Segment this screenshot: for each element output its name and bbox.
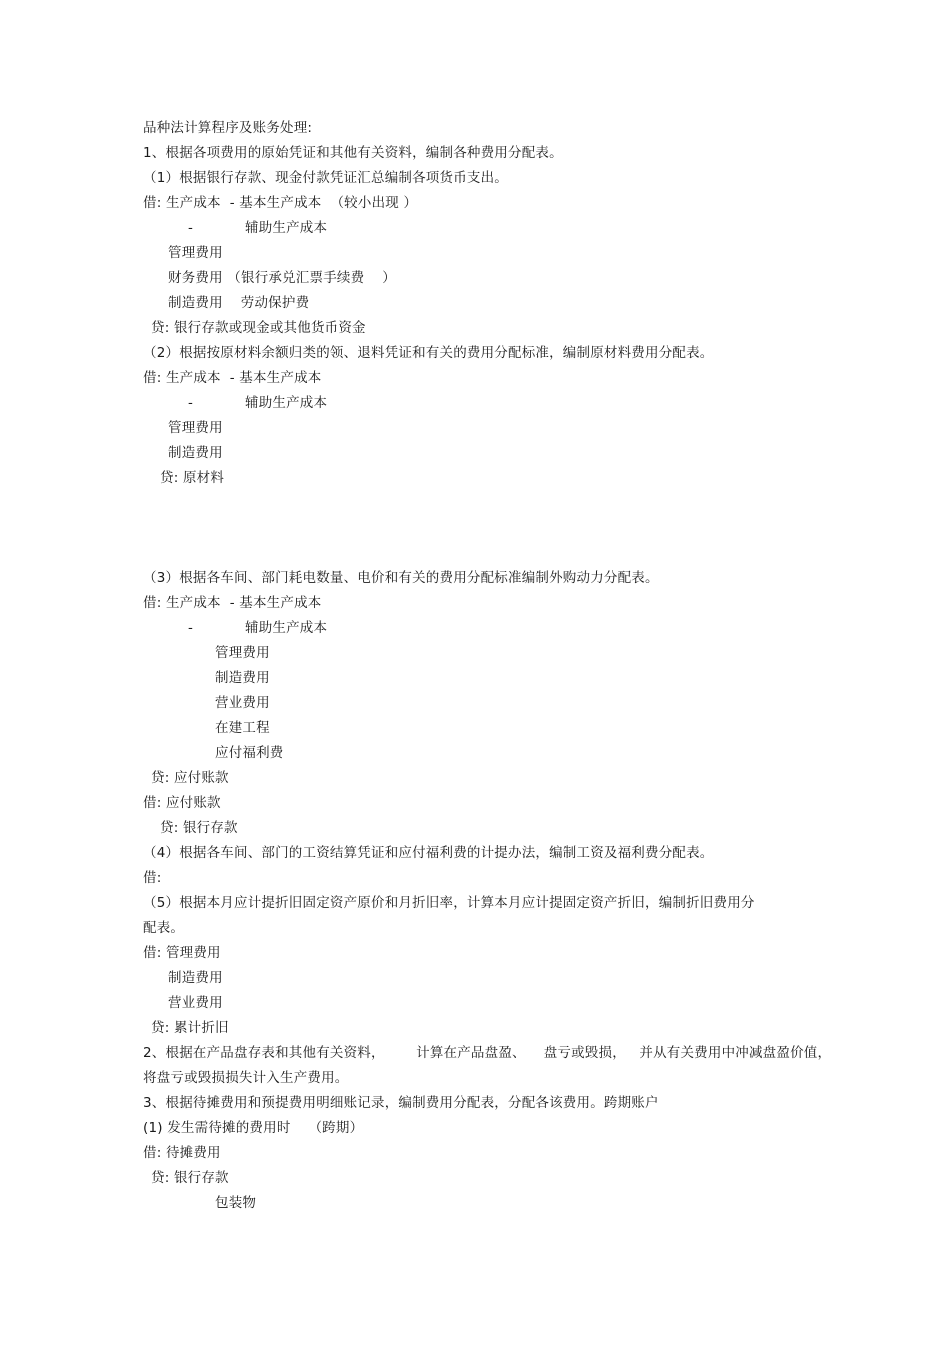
entry-line: 财务费用 （银行承兑汇票手续费 ） [168, 270, 396, 286]
entry-line: 管理费用 [215, 645, 270, 661]
step-1: 1、根据各项费用的原始凭证和其他有关资料，编制各种费用分配表。 [143, 145, 563, 161]
step-1-1: （1）根据银行存款、现金付款凭证汇总编制各项货币支出。 [143, 170, 508, 186]
entry-line: 辅助生产成本 [245, 395, 328, 411]
entry-line: 管理费用 [168, 245, 223, 261]
step-3: 3、根据待摊费用和预提费用明细账记录，编制费用分配表，分配各该费用。跨期账户 [143, 1095, 659, 1111]
entry-line: 在建工程 [215, 720, 270, 736]
entry-line: 营业费用 [168, 995, 223, 1011]
doc-title: 品种法计算程序及账务处理: [143, 120, 313, 136]
step-3-1: (1) 发生需待摊的费用时 （跨期） [143, 1120, 364, 1136]
step-1-3: （3）根据各车间、部门耗电数量、电价和有关的费用分配标准编制外购动力分配表。 [143, 570, 659, 586]
entry-line: 贷: 原材料 [160, 470, 225, 486]
entry-line: 贷: 银行存款 [160, 820, 238, 836]
entry-line: 贷: 累计折旧 [151, 1020, 229, 1036]
step-1-4: （4）根据各车间、部门的工资结算凭证和应付福利费的计提办法，编制工资及福利费分配表。 [143, 845, 714, 861]
entry-line: 辅助生产成本 [245, 220, 328, 236]
entry-line: 借: 生产成本 - 基本生产成本 （较小出现 ） [143, 195, 418, 211]
step-1-2: （2）根据按原材料余额归类的领、退料凭证和有关的费用分配标准，编制原材料费用分配表。 [143, 345, 714, 361]
entry-line: 辅助生产成本 [245, 620, 328, 636]
entry-line: 包装物 [215, 1195, 257, 1211]
entry-line: 贷: 银行存款或现金或其他货币资金 [151, 320, 366, 336]
entry-dash: - [188, 220, 194, 236]
entry-line: 借: [143, 870, 162, 886]
entry-line: 借: 管理费用 [143, 945, 221, 961]
entry-line: 贷: 银行存款 [151, 1170, 229, 1186]
entry-line: 贷: 应付账款 [151, 770, 229, 786]
entry-line: 制造费用 [168, 445, 223, 461]
step-1-5-cont: 配表。 [143, 920, 185, 936]
entry-line: 借: 生产成本 - 基本生产成本 [143, 370, 322, 386]
step-2-cont: 将盘亏或毁损损失计入生产费用。 [143, 1070, 349, 1086]
step-2: 2、根据在产品盘存表和其他有关资料， 计算在产品盘盈、 盘亏或毁损， 并从有关费用中冲减盘盈价值， [143, 1045, 832, 1061]
step-1-5: （5）根据本月应计提折旧固定资产原价和月折旧率，计算本月应计提固定资产折旧，编制折旧费用分 [143, 895, 755, 911]
entry-line: 管理费用 [168, 420, 223, 436]
entry-line: 制造费用 [168, 970, 223, 986]
entry-line: 借: 生产成本 - 基本生产成本 [143, 595, 322, 611]
entry-line: 制造费用 [215, 670, 270, 686]
entry-line: 借: 应付账款 [143, 795, 221, 811]
entry-line: 借: 待摊费用 [143, 1145, 221, 1161]
entry-dash: - [188, 620, 194, 636]
entry-line: 营业费用 [215, 695, 270, 711]
entry-dash: - [188, 395, 194, 411]
entry-line: 制造费用 劳动保护费 [168, 295, 310, 311]
entry-line: 应付福利费 [215, 745, 284, 761]
